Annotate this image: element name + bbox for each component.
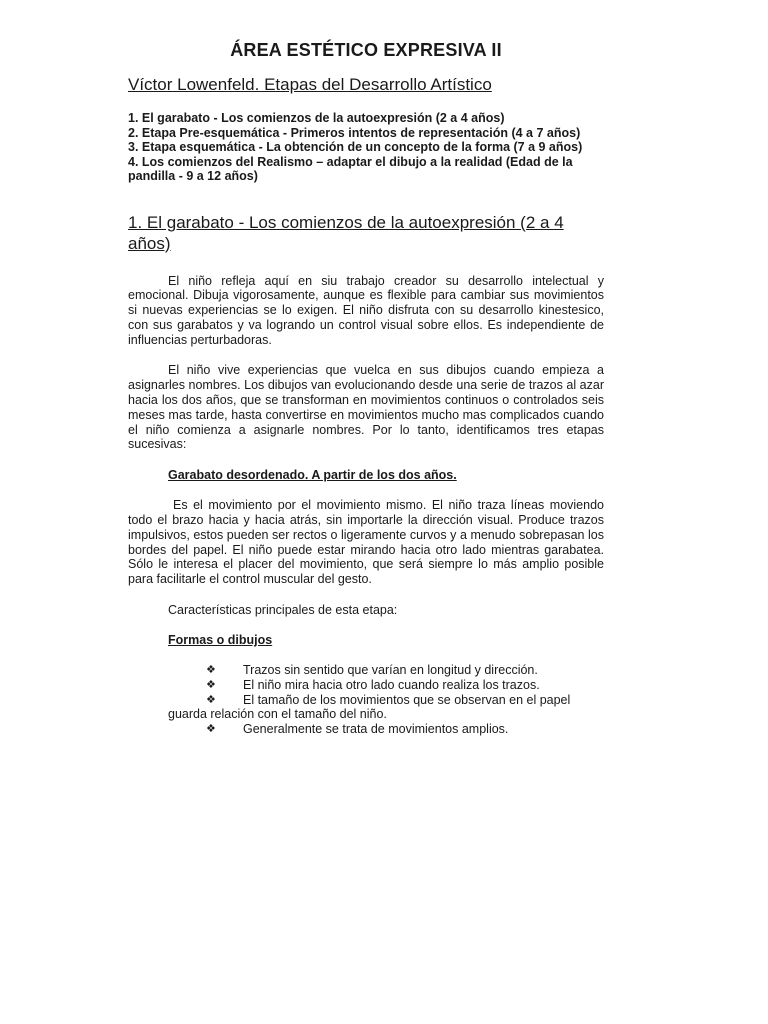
paragraph-text: El niño refleja aquí en siu trabajo creador su desarrollo intelectual y emocional. Dibuja vigorosamente, aunque es flexible para cambiar sus movimientos si nuevas experiencias se lo exigen. El niño disfruta con su desarrollo kinestesico, con sus garabatos y va logrando un control visual sobre ellos. Es independiente de influencias perturbadoras. xyxy=(128,273,604,347)
stage-item-2: 2. Etapa Pre-esquemática - Primeros intentos de representación (4 a 7 años) xyxy=(128,125,581,140)
list-item xyxy=(128,722,604,737)
list-item-continuation: guarda relación con el tamaño del niño. xyxy=(168,707,387,722)
paragraph xyxy=(128,363,604,452)
document-page xyxy=(128,40,604,737)
list-item-text: Trazos sin sentido que varían en longitud y dirección. xyxy=(243,663,538,678)
section-heading: 1. El garabato - Los comienzos de la autoexpresión (2 a 4 años) xyxy=(128,212,564,253)
subheading-garabato-desordenado: Garabato desordenado. A partir de los dos años. xyxy=(168,468,457,483)
diamond-bullet-icon: ❖ xyxy=(206,723,216,736)
characteristics-list xyxy=(128,663,604,737)
characteristics-intro: Características principales de esta etapa: xyxy=(168,603,398,618)
list-item-text: Generalmente se trata de movimientos amplios. xyxy=(243,722,509,737)
diamond-bullet-icon: ❖ xyxy=(206,664,216,677)
list-item xyxy=(128,678,604,693)
stage-item-1: 1. El garabato - Los comienzos de la autoexpresión (2 a 4 años) xyxy=(128,111,505,125)
paragraph xyxy=(128,274,604,348)
diamond-bullet-icon: ❖ xyxy=(206,693,216,706)
stage-item-4: 4. Los comienzos del Realismo – adaptar el dibujo a la realidad (Edad de la pandilla - 9 a 12 años) xyxy=(128,154,573,183)
document-title: ÁREA ESTÉTICO EXPRESIVA II xyxy=(230,40,502,60)
paragraph-text: El niño vive experiencias que vuelca en sus dibujos cuando empieza a asignarles nombres. Los dibujos van evolucionando desde una serie de trazos al azar hacia los dos años, que se transforman en movimientos continuos o controlados seis meses mas tarde, hasta convertirse en movimientos mucho mas complicados cuando el niño comienza a asignarle nombres. Por lo tanto, identificamos tres etapas sucesivas: xyxy=(128,363,604,452)
paragraph xyxy=(128,498,604,587)
list-item-text: El niño mira hacia otro lado cuando realiza los trazos. xyxy=(243,677,540,692)
subheading-formas: Formas o dibujos xyxy=(168,633,273,648)
stage-item-3: 3. Etapa esquemática - La obtención de un concepto de la forma (7 a 9 años) xyxy=(128,140,583,154)
diamond-bullet-icon: ❖ xyxy=(206,678,216,691)
document-subtitle: Víctor Lowenfeld. Etapas del Desarrollo Artístico xyxy=(128,75,492,94)
list-item-text: El tamaño de los movimientos que se observan en el papel xyxy=(243,692,571,707)
stages-list xyxy=(128,111,604,184)
list-item xyxy=(128,663,604,678)
list-item xyxy=(128,693,604,723)
paragraph-text: Es el movimiento por el movimiento mismo. El niño traza líneas moviendo todo el brazo hacia y hacia atrás, sin importarle la dirección visual. Produce trazos impulsivos, estos pueden ser rectos o ligeramente curvos y a menudo sobrepasan los bordes del papel. El niño puede estar mirando hacia otro lado mientras garabatea. Sólo le interesa el placer del movimiento, que será siempre lo más amplio posible para facilitarle el control muscular del gesto. xyxy=(128,498,604,587)
